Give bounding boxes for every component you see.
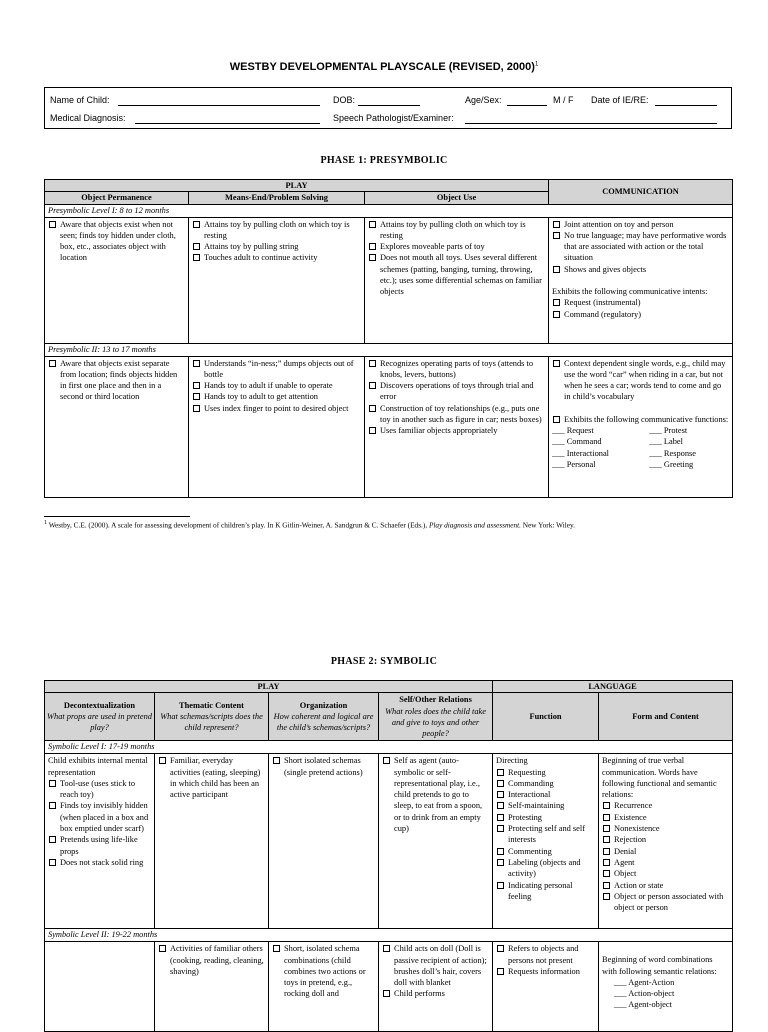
list-item: Construction of toy relationships (e.g., puts one toy in another such as figure in car; nests boxes) [368,403,545,426]
list-item: Recurrence [602,800,729,811]
examiner-label: Speech Pathologist/Examiner: [333,113,454,123]
list-item: Exhibits the following communicative functions: [552,414,729,425]
list-item: Hands toy to adult if unable to operate [192,380,361,391]
list-item: Self as agent (auto-symbolic or self-representational play, i.e., child pretends to go to sleep, to eat from a spoon, or to drink from an empty cup) [382,755,489,834]
phase1-table [44,179,733,498]
page-title: WESTBY DEVELOPMENTAL PLAYSCALE (REVISED, 2000)$^1$ [229,61,539,73]
col-object-permanence: Object Permanence [45,192,189,204]
list-item: Finds toy invisibly hidden (when placed in a box and box emptied under scarf) [48,800,151,834]
phase2-title: PHASE 2: SYMBOLIC [330,656,438,667]
col-function: Function [493,693,599,741]
functions-checklist [552,425,729,470]
date-field[interactable] [655,105,717,106]
list-item: Requesting [496,767,595,778]
list-item: Discovers operations of toys through trial and error [368,380,545,403]
list-item: Action or state [602,880,729,891]
function-blank[interactable]: ___ Label [649,437,683,447]
list-item: Protecting self and self interests [496,823,595,846]
function-blank[interactable]: ___ Protest [649,426,688,436]
form-intro: Beginning of true verbal communication. Words have following functional and semantic relations: [602,756,717,800]
list-item: Self-maintaining [496,800,595,811]
level-label: Symbolic Level II: 19-22 months [45,929,733,942]
list-item: Indicating personal feeling [496,880,595,903]
list-item: Recognizes operating parts of toys (attends to knobs, levers, buttons) [368,358,545,381]
function-blank[interactable]: ___ Request [552,426,594,436]
agesex-field[interactable] [507,105,547,106]
examiner-field[interactable] [465,123,717,124]
list-item: Uses index finger to point to desired object [192,403,361,414]
col-organization: Organization How coherent and logical are the child’s schemas/scripts? [269,693,379,741]
play-header: PLAY [45,180,549,192]
list-item: Object or person associated with object or person [602,891,729,914]
list-item: Refers to objects and persons not present [496,943,595,966]
function-blank[interactable]: ___ Personal [552,459,596,469]
list-item: Aware that objects exist when not seen; finds toy hidden under cloth, box, etc., associates object with location [48,219,185,264]
dob-label: DOB: [333,95,356,105]
level-label: Presymbolic Level I: 8 to 12 months [45,204,733,217]
dob-field[interactable] [358,105,420,106]
diagnosis-field[interactable] [135,123,320,124]
level-label: Presymbolic II: 13 to 17 months [45,343,733,356]
intents-intro: Exhibits the following communicative intents: [552,287,708,297]
list-item: Labeling (objects and activity) [496,857,595,880]
list-item: Requests information [496,966,595,977]
level-label: Symbolic Level I: 17-19 months [45,741,733,754]
list-item: Commenting [496,846,595,857]
list-item: Understands “in-ness;” dumps objects out of bottle [192,358,361,381]
list-item: Attains toy by pulling cloth on which toy is resting [192,219,361,242]
list-item: Aware that objects exist separate from location; finds objects hidden in first one place and then in a second or third location [48,358,185,403]
phase2-table [44,680,733,1032]
child-info-box [44,87,732,129]
play-header: PLAY [45,681,493,693]
list-item: Commanding [496,778,595,789]
list-item: Child performs [382,988,489,999]
list-item: No true language; may have performative words that are associated with action or the total situation [552,230,729,264]
list-item: Does not mouth all toys. Uses several different schemes (patting, banging, turning, throwing, etc.); uses some differential schemas on familiar objects [368,252,545,297]
list-item: Denial [602,846,729,857]
list-item: Short isolated schemas (single pretend actions) [272,755,375,778]
list-item: Pretends using life-like props [48,834,151,857]
list-item: Touches adult to continue activity [192,252,361,263]
decontext-intro: Child exhibits internal mental representation [48,756,148,777]
col-form-content: Form and Content [599,693,733,741]
list-item: Existence [602,812,729,823]
list-item: Child acts on doll (Doll is passive recipient of action); brushes doll’s hair, covers doll with blanket [382,943,489,988]
mf-label: M / F [553,95,574,105]
col-decontextualization: Decontextualization What props are used in pretend play? [45,693,155,741]
list-item: Activities of familiar others (cooking, reading, cleaning, shaving) [158,943,265,977]
col-object-use: Object Use [365,192,549,204]
function-blank[interactable]: ___ Command [552,437,602,447]
agesex-label: Age/Sex: [465,95,502,105]
list-item: Tool-use (uses stick to reach toy) [48,778,151,801]
list-item: Shows and gives objects [552,264,729,275]
diagnosis-label: Medical Diagnosis: [50,113,126,123]
list-item: Familiar, everyday activities (eating, sleeping) in which child has been an active participant [158,755,265,800]
list-item: Protesting [496,812,595,823]
list-item: Joint attention on toy and person [552,219,729,230]
list-item: Context dependent single words, e.g., child may use the word “car” when riding in a car, but not when he sees a car; words tend to come and go in child’s vocabulary [552,358,729,403]
list-item: Nonexistence [602,823,729,834]
form-blank[interactable]: ___ Agent-object [614,1000,672,1010]
list-item: Short, isolated schema combinations (child combines two actions or toys in pretend, e.g., rocking doll and [272,943,375,999]
communication-header: COMMUNICATION [549,180,733,205]
list-item: Rejection [602,834,729,845]
function-intro: Directing [496,756,528,766]
list-item: Object [602,868,729,879]
form-blank[interactable]: ___ Agent-Action [614,977,675,987]
list-item: Agent [602,857,729,868]
list-item: Interactional [496,789,595,800]
list-item: Uses familiar objects appropriately [368,425,545,436]
col-self-other: Self/Other Relations What roles does the child take and give to toys and other people? [379,693,493,741]
phase1-title: PHASE 1: PRESYMBOLIC [320,155,448,166]
list-item: Attains toy by pulling cloth on which toy is resting [368,219,545,242]
list-item: Does not stack solid ring [48,857,151,868]
col-means-end: Means-End/Problem Solving [189,192,365,204]
footnote-rule [44,516,190,517]
function-blank[interactable]: ___ Greeting [649,459,694,469]
name-label: Name of Child: [50,95,110,105]
form-intro: Beginning of word combinations with following semantic relations: [602,955,717,976]
function-blank[interactable]: ___ Response [649,448,696,458]
list-item: Explores moveable parts of toy [368,241,545,252]
function-blank[interactable]: ___ Interactional [552,448,610,458]
language-header: LANGUAGE [493,681,733,693]
date-label: Date of IE/RE: [591,95,649,105]
list-item: Command (regulatory) [552,309,729,320]
col-thematic-content: Thematic Content What schemas/scripts does the child represent? [155,693,269,741]
list-item: Hands toy to adult to get attention [192,391,361,402]
name-field[interactable] [118,105,320,106]
footnote: $^1$ Westby, C.E. (2000). A scale for assessing development of children’s play. In K Gitlin-Weiner, A. Sandgrun & C. Schaefer (Eds.), Play diagnosis and assessment. New York: Wiley. [44,520,575,530]
list-item: Request (instrumental) [552,297,729,308]
form-blank[interactable]: ___ Action-object [614,989,675,999]
list-item: Attains toy by pulling string [192,241,361,252]
